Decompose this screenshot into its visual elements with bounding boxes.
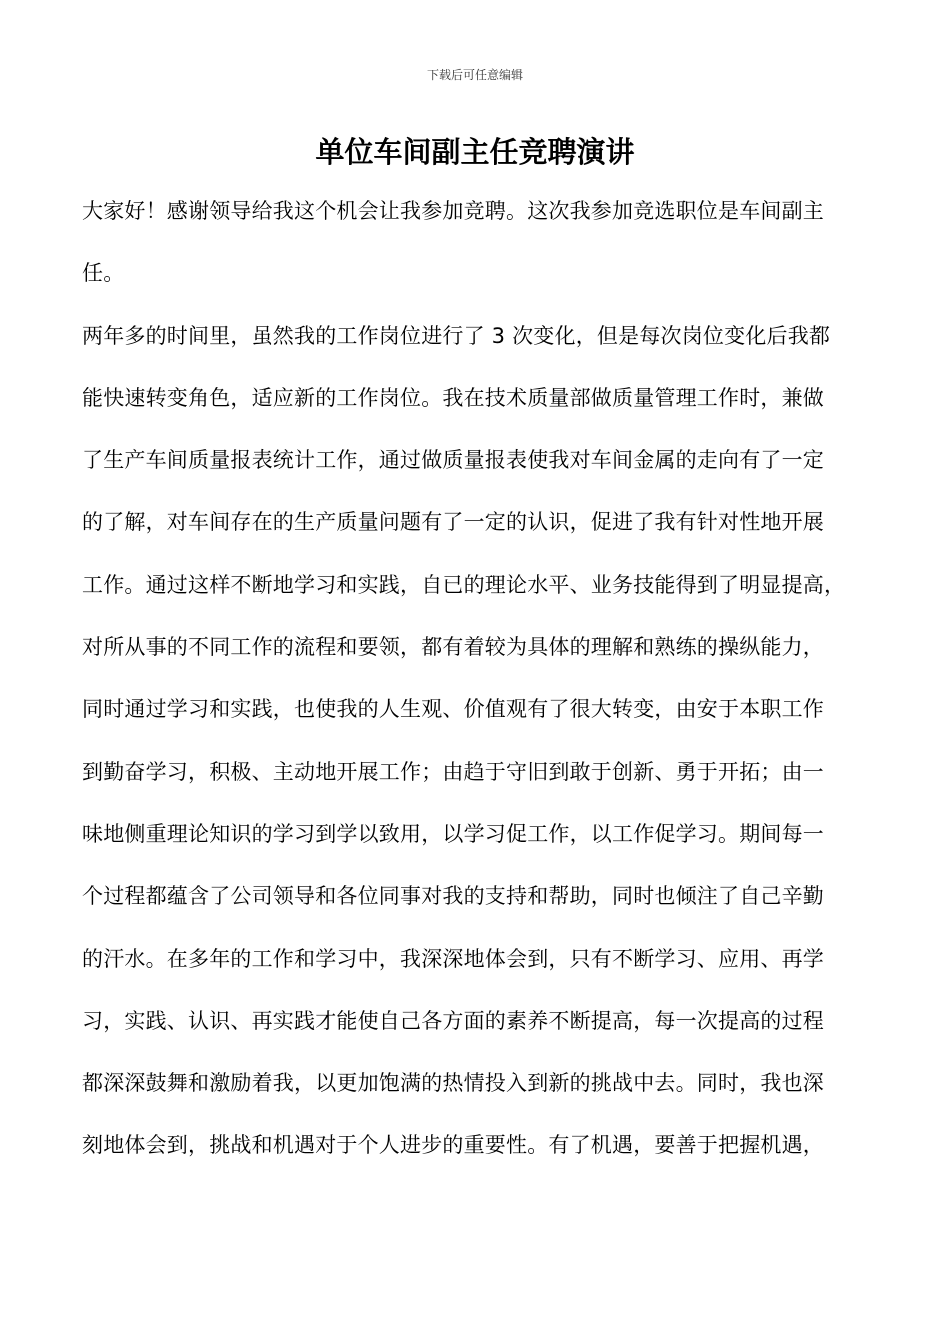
- text-line: 味地侧重理论知识的学习到学以致用，以学习促工作，以工作促学习。期间每一: [82, 821, 824, 846]
- text-line: 习，实践、认识、再实践才能使自己各方面的素养不断提高，每一次提高的过程: [82, 1008, 824, 1033]
- text-line: 同时通过学习和实践，也使我的人生观、价值观有了很大转变，由安于本职工作: [82, 697, 824, 722]
- header-note: 下载后可任意编辑: [426, 68, 523, 82]
- text-line: 都深深鼓舞和激励着我，以更加饱满的热情投入到新的挑战中去。同时，我也深: [82, 1071, 824, 1096]
- body-text: [82, 191, 882, 1188]
- text-line: 刻地体会到，挑战和机遇对于个人进步的重要性。有了机遇，要善于把握机遇，: [82, 1133, 824, 1158]
- text-line: 了生产车间质量报表统计工作，通过做质量报表使我对车间金属的走向有了一定: [82, 448, 824, 473]
- text-line: 到勤奋学习，积极、主动地开展工作；由趋于守旧到敢于创新、勇于开拓；由一: [82, 759, 824, 784]
- text-line: 工作。通过这样不断地学习和实践，自已的理论水平、业务技能得到了明显提高，: [82, 572, 846, 597]
- text-line: 的汗水。在多年的工作和学习中，我深深地体会到，只有不断学习、应用、再学: [82, 946, 824, 971]
- text-line: 个过程都蕴含了公司领导和各位同事对我的支持和帮助，同时也倾注了自己辛勤: [82, 884, 824, 909]
- text-line: 两年多的时间里，虽然我的工作岗位进行了 3 次变化，但是每次岗位变化后我都: [82, 323, 831, 348]
- text-line: 能快速转变角色，适应新的工作岗位。我在技术质量部做质量管理工作时，兼做: [82, 385, 824, 410]
- text-line: 任。: [82, 261, 125, 286]
- text-line: 对所从事的不同工作的流程和要领，都有着较为具体的理解和熟练的操纵能力，: [82, 635, 824, 660]
- text-line: 的了解，对车间存在的生产质量问题有了一定的认识，促进了我有针对性地开展: [82, 510, 824, 535]
- text-line: 大家好！感谢领导给我这个机会让我参加竞聘。这次我参加竞选职位是车间副主: [82, 199, 824, 223]
- document-title: 单位车间副主任竞聘演讲: [315, 135, 635, 169]
